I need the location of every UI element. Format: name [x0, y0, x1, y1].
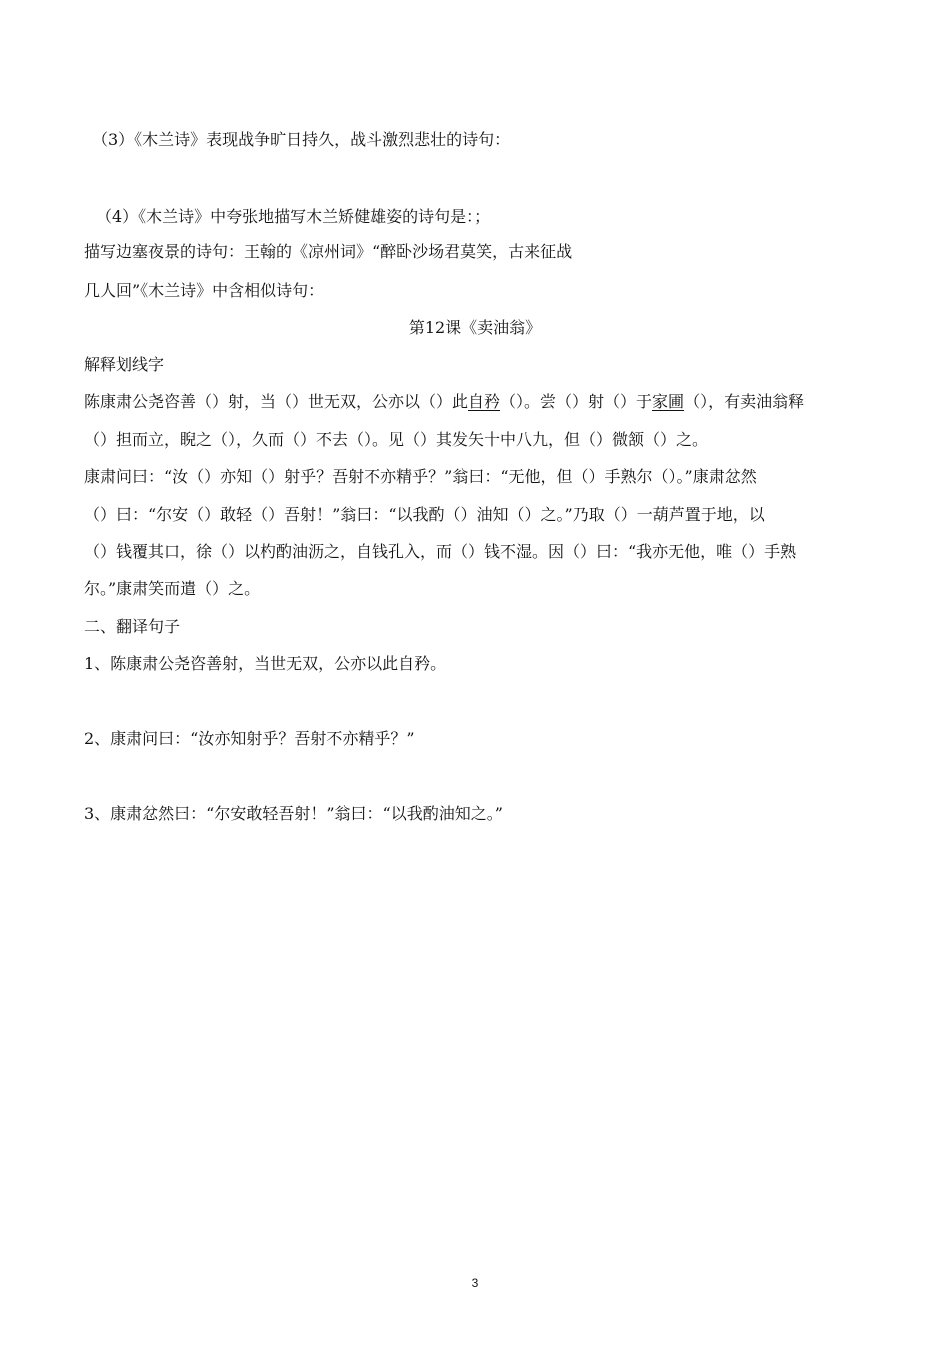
section-heading-explain: 解释划线字	[84, 355, 165, 374]
passage-text: （），有卖油翁释	[684, 392, 805, 411]
translation-item-1: 1、陈康肃公尧咨善射，当世无双，公亦以此自矜。	[84, 654, 447, 673]
passage-line-3: 康肃问曰：“汝（）亦知（）射乎？吾射不亦精乎？”翁曰：“无他，但（）手熟尔（）。”康肃忿然	[84, 467, 757, 486]
passage-line-4: （）曰：“尔安（）敢轻（）吾射！”翁曰：“以我酌（）油知（）之。”乃取（）一葫芦置于地，以	[84, 505, 765, 524]
question-5-line-1: 描写边塞夜景的诗句：王翰的《凉州词》“醉卧沙场君莫笑，古来征战	[84, 242, 573, 261]
question-3: （3）《木兰诗》表现战争旷日持久，战斗激烈悲壮的诗句：	[92, 130, 511, 149]
translation-item-2: 2、康肃问曰：“汝亦知射乎？吾射不亦精乎？”	[84, 729, 415, 748]
question-5-line-2: 几人回”《木兰诗》中含相似诗句：	[84, 281, 325, 300]
underlined-word: 家圃	[652, 392, 685, 411]
section-heading-translate: 二、翻译句子	[84, 617, 181, 636]
passage-line-2: （）担而立，睨之（），久而（）不去（）。见（）其发矢十中八九，但（）微颔（）之。	[84, 430, 709, 449]
passage-text: （）。尝（）射（）于	[500, 392, 653, 411]
lesson-title: 第12课《卖油翁》	[408, 318, 542, 337]
translation-item-3: 3、康肃忿然曰：“尔安敢轻吾射！”翁曰：“以我酌油知之。”	[84, 804, 503, 823]
passage-line-6: 尔。”康肃笑而遣（）之。	[84, 579, 261, 598]
passage-line-5: （）钱覆其口，徐（）以杓酌油沥之，自钱孔入，而（）钱不湿。因（）曰：“我亦无他，唯（）手熟	[84, 542, 797, 561]
passage-line-1	[84, 392, 804, 412]
underlined-word: 自矜	[468, 392, 501, 411]
page-number: 3	[471, 1276, 479, 1290]
passage-text: 陈康肃公尧咨善（）射，当（）世无双，公亦以（）此	[84, 392, 469, 411]
question-4: （4）《木兰诗》中夸张地描写木兰矫健雄姿的诗句是：；	[96, 207, 491, 226]
